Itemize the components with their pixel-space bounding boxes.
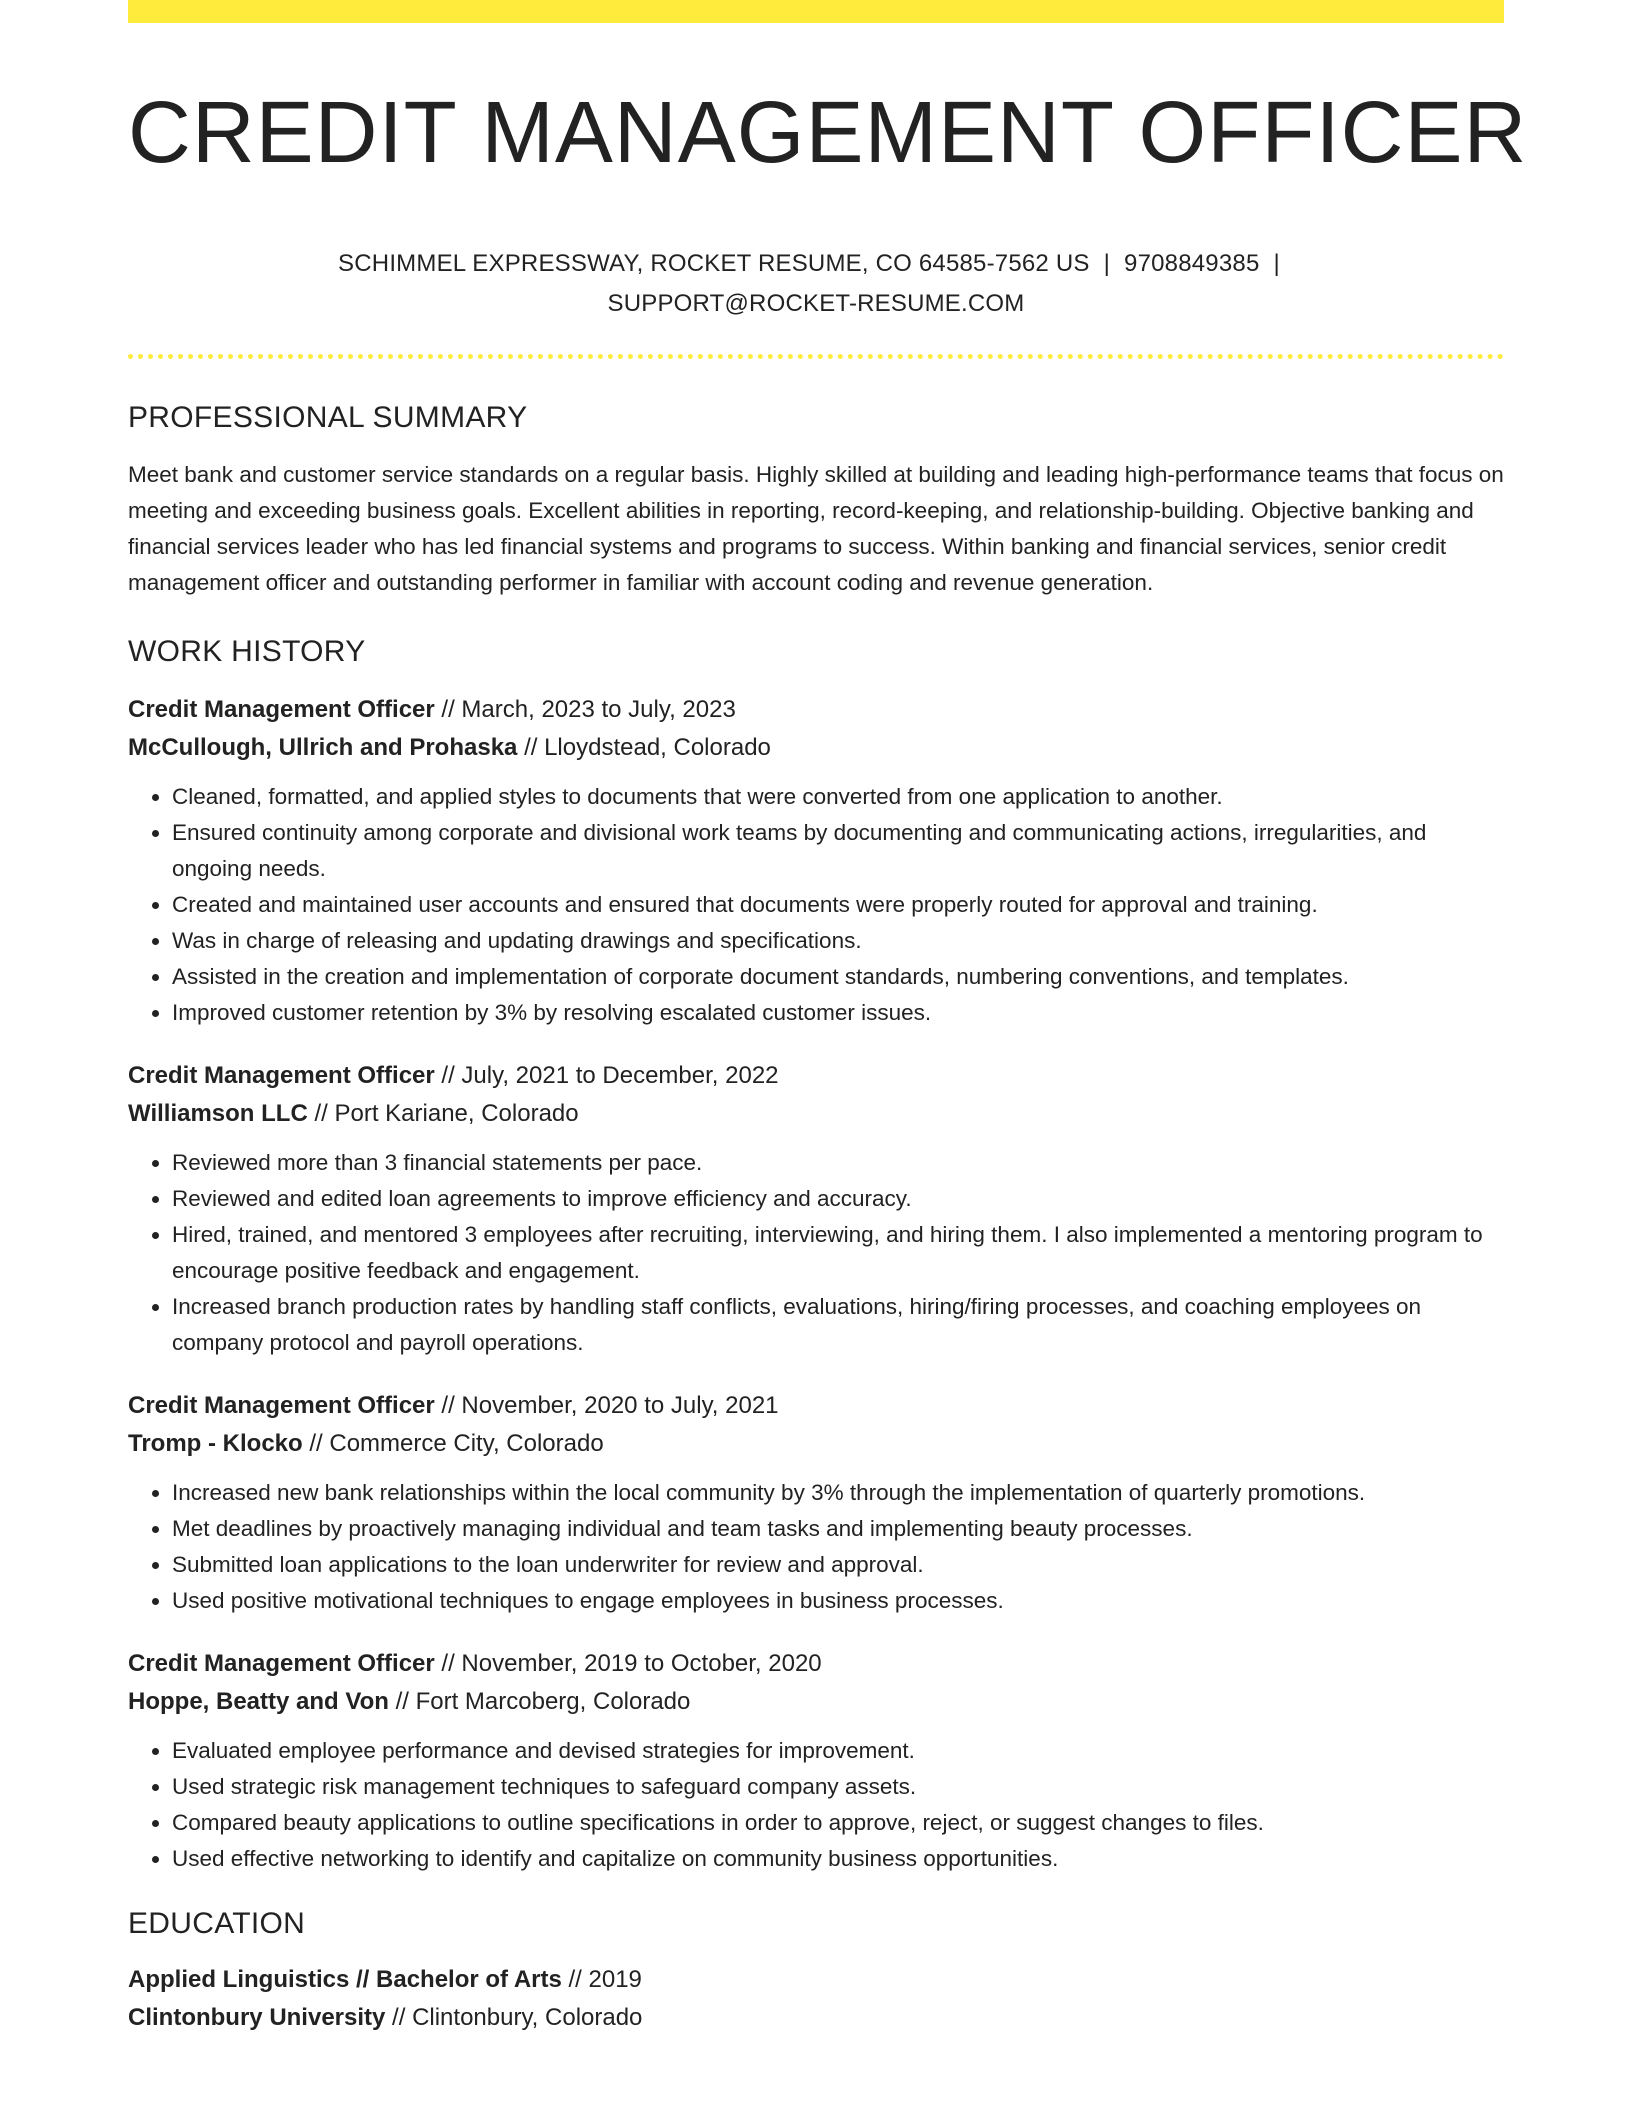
job-title-line (128, 1645, 1504, 1683)
job-title: Credit Management Officer (128, 1650, 435, 1678)
job-title: Credit Management Officer (128, 1392, 435, 1420)
education-school: Clintonbury University (128, 2004, 386, 2032)
contact-phone: 9708849385 (1124, 250, 1260, 278)
job-title: Credit Management Officer (128, 1062, 435, 1090)
job-bullet: • Ensured continuity among corporate and divisional work teams by documenting and communicating actions, irregularities, and ongoing needs. (172, 815, 1504, 887)
work-history-list (128, 691, 1504, 1877)
job-title-line (128, 1057, 1504, 1095)
contact-line-1 (128, 244, 1504, 284)
job-company-line (128, 1095, 1504, 1133)
job-company: McCullough, Ullrich and Prohaska (128, 734, 518, 762)
job-bullet: • Assisted in the creation and implementation of corporate document standards, numbering conventions, and templates. (172, 959, 1504, 995)
education-school-line (128, 1999, 1504, 2037)
job-bullet: • Compared beauty applications to outline specifications in order to approve, reject, or suggest changes to files. (172, 1805, 1504, 1841)
job-separator: // (441, 1392, 455, 1420)
job-company-line (128, 1425, 1504, 1463)
job-bullet: • Used effective networking to identify and capitalize on community business opportunities. (172, 1841, 1504, 1877)
job-bullet: • Reviewed and edited loan agreements to improve efficiency and accuracy. (172, 1181, 1504, 1217)
job-entry (128, 1057, 1504, 1361)
job-bullet: • Created and maintained user accounts and ensured that documents were properly routed for approval and training. (172, 887, 1504, 923)
job-title: Credit Management Officer (128, 696, 435, 724)
job-bullet: • Increased new bank relationships within the local community by 3% through the implementation of quarterly promotions. (172, 1475, 1504, 1511)
resume-page (128, 0, 1528, 2037)
job-location: Lloydstead, Colorado (544, 734, 771, 762)
contact-info (128, 244, 1504, 324)
job-bullet: • Evaluated employee performance and devised strategies for improvement. (172, 1733, 1504, 1769)
accent-top-bar (128, 0, 1504, 23)
job-bullet: • Reviewed more than 3 financial statements per pace. (172, 1145, 1504, 1181)
job-separator: // (524, 734, 538, 762)
job-company: Tromp - Klocko (128, 1430, 303, 1458)
contact-separator: | (1103, 250, 1111, 278)
education-degree: Applied Linguistics // Bachelor of Arts (128, 1966, 562, 1994)
contact-line-2 (128, 284, 1504, 324)
job-bullet: • Was in charge of releasing and updating drawings and specifications. (172, 923, 1504, 959)
resume-title: CREDIT MANAGEMENT OFFICER (128, 84, 1528, 181)
job-separator: // (314, 1100, 328, 1128)
work-history-heading: WORK HISTORY (128, 635, 366, 669)
summary-heading: PROFESSIONAL SUMMARY (128, 401, 528, 435)
job-bullet: • Hired, trained, and mentored 3 employees after recruiting, interviewing, and hiring them. I also implemented a mentoring program to encourage positive feedback and engagement. (172, 1217, 1504, 1289)
education-heading: EDUCATION (128, 1907, 306, 1941)
education-separator: // (568, 1966, 582, 1994)
job-entry (128, 1645, 1504, 1877)
job-bullet-list (128, 1475, 1504, 1619)
job-bullet: • Submitted loan applications to the loan underwriter for review and approval. (172, 1547, 1504, 1583)
job-bullet: • Cleaned, formatted, and applied styles to documents that were converted from one application to another. (172, 779, 1504, 815)
education-separator: // (392, 2004, 406, 2032)
education-year: 2019 (588, 1966, 642, 1994)
contact-address: SCHIMMEL EXPRESSWAY, ROCKET RESUME, CO 64585-7562 US (338, 250, 1090, 278)
education-entry (128, 1961, 1504, 2037)
education-location: Clintonbury, Colorado (412, 2004, 643, 2032)
job-separator: // (395, 1688, 409, 1716)
job-bullet: • Used strategic risk management techniques to safeguard company assets. (172, 1769, 1504, 1805)
job-company-line (128, 729, 1504, 767)
job-separator: // (309, 1430, 323, 1458)
job-separator: // (441, 696, 455, 724)
job-bullet: • Used positive motivational techniques to engage employees in business processes. (172, 1583, 1504, 1619)
job-bullet-list (128, 779, 1504, 1031)
job-bullet: • Improved customer retention by 3% by resolving escalated customer issues. (172, 995, 1504, 1031)
job-bullet: • Met deadlines by proactively managing individual and team tasks and implementing beauty processes. (172, 1511, 1504, 1547)
job-location: Port Kariane, Colorado (334, 1100, 579, 1128)
job-company: Williamson LLC (128, 1100, 308, 1128)
job-location: Commerce City, Colorado (329, 1430, 604, 1458)
job-dates: November, 2019 to October, 2020 (461, 1650, 822, 1678)
job-dates: November, 2020 to July, 2021 (461, 1392, 779, 1420)
job-separator: // (441, 1062, 455, 1090)
job-title-line (128, 1387, 1504, 1425)
job-bullet: • Increased branch production rates by handling staff conflicts, evaluations, hiring/firing processes, and coaching employees on company protocol and payroll operations. (172, 1289, 1504, 1361)
dotted-divider (128, 354, 1504, 359)
job-dates: July, 2021 to December, 2022 (461, 1062, 779, 1090)
contact-separator: | (1273, 250, 1280, 278)
job-entry (128, 1387, 1504, 1619)
job-bullet-list (128, 1145, 1504, 1361)
job-title-line (128, 691, 1504, 729)
education-degree-line (128, 1961, 1504, 1999)
job-dates: March, 2023 to July, 2023 (461, 696, 736, 724)
job-separator: // (441, 1650, 455, 1678)
job-company-line (128, 1683, 1504, 1721)
summary-text: Meet bank and customer service standards on a regular basis. Highly skilled at building and leading high-performance teams that focus on meeting and exceeding business goals. Excellent abilities in reporting, record-keeping, and relationship-building. Objective banking and financial services leader who has led financial systems and programs to success. Within banking and financial services, senior credit management officer and outstanding performer in familiar with account coding and revenue generation. (128, 462, 1504, 596)
job-company: Hoppe, Beatty and Von (128, 1688, 389, 1716)
job-location: Fort Marcoberg, Colorado (415, 1688, 691, 1716)
contact-email: SUPPORT@ROCKET-RESUME.COM (607, 290, 1025, 318)
job-bullet-list (128, 1733, 1504, 1877)
job-entry (128, 691, 1504, 1031)
